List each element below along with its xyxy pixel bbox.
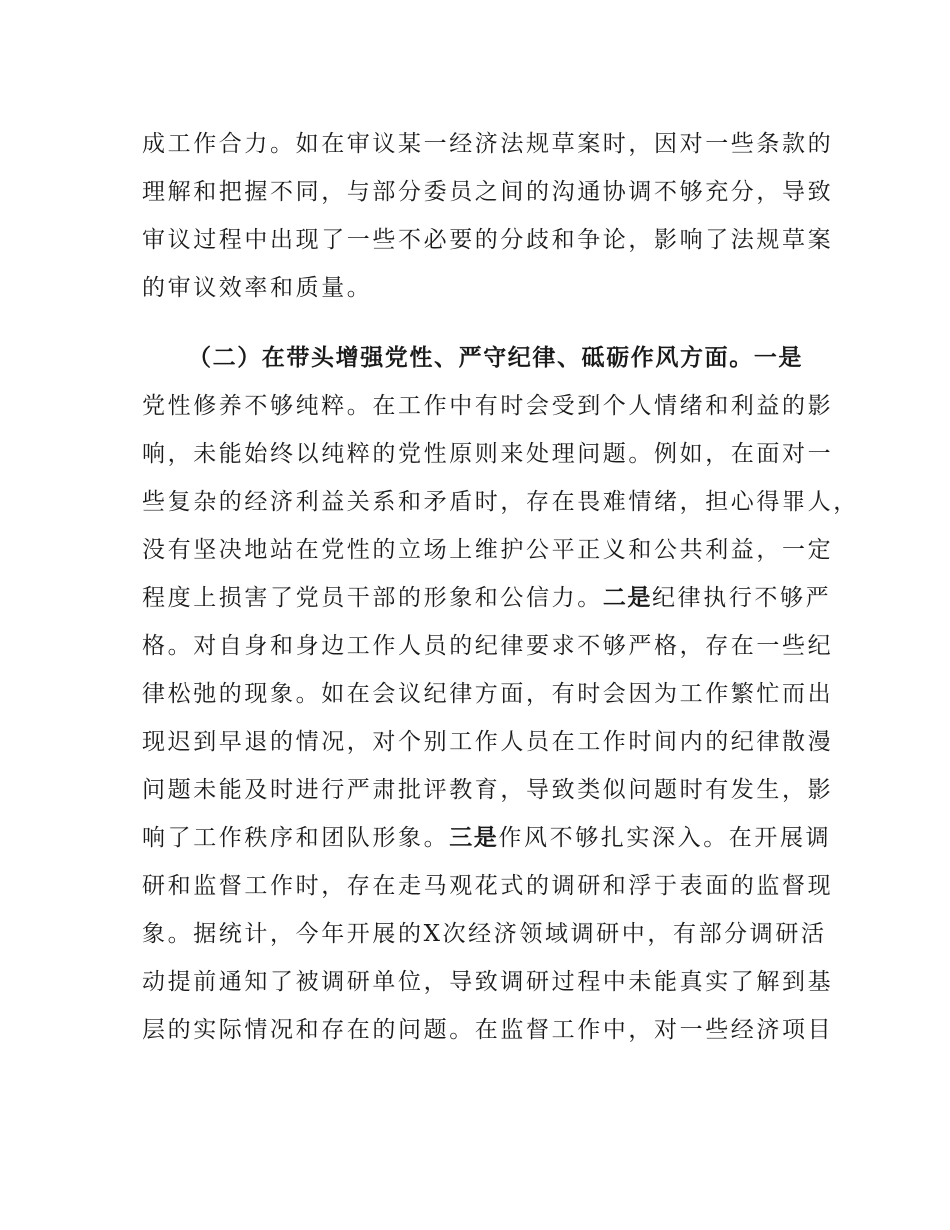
- point-marker-1: 一是: [753, 345, 804, 371]
- text-line: 律松弛的现象。如在会议纪律方面，有时会因为工作繁忙而出: [142, 681, 834, 707]
- text-line: 审议过程中出现了一些不必要的分歧和争论，影响了法规草案: [142, 227, 834, 253]
- text-line: 问题未能及时进行严肃批评教育，导致类似问题时有发生，影: [142, 777, 834, 803]
- text-line: [142, 574, 832, 622]
- text-segment: 纪律执行不够严: [652, 585, 832, 611]
- point-marker-2: 二是: [602, 585, 653, 611]
- section-heading: （二）在带头增强党性、严守纪律、砥砺作风方面。: [188, 345, 754, 371]
- section-two-paragraph: [142, 334, 859, 1054]
- paragraph-continuation: [142, 120, 834, 312]
- text-line: 的审议效率和质量。: [142, 275, 373, 301]
- text-line: 象。据统计，今年开展的X次经济领域调研中，有部分调研活: [142, 921, 827, 947]
- text-line: 没有坚决地站在党性的立场上维护公平正义和公共利益，一定: [142, 537, 834, 563]
- text-segment: 作风不够扎实深入。在开展调: [498, 825, 832, 851]
- text-line: 成工作合力。如在审议某一经济法规草案时，因对一些条款的: [142, 131, 834, 157]
- text-line: 研和监督工作时，存在走马观花式的调研和浮于表面的监督现: [142, 873, 834, 899]
- text-line: 些复杂的经济利益关系和矛盾时，存在畏难情绪，担心得罪人，: [142, 489, 859, 515]
- text-line: 格。对自身和身边工作人员的纪律要求不够严格，存在一些纪: [142, 633, 834, 659]
- text-segment: 程度上损害了党员干部的形象和公信力。: [142, 585, 603, 611]
- point-marker-3: 三是: [449, 825, 499, 851]
- text-line: 层的实际情况和存在的问题。在监督工作中，对一些经济项目: [142, 1017, 834, 1043]
- text-line: 理解和把握不同，与部分委员之间的沟通协调不够充分，导致: [142, 179, 834, 205]
- text-line: 党性修养不够纯粹。在工作中有时会受到个人情绪和利益的影: [142, 393, 834, 419]
- text-line: 动提前通知了被调研单位，导致调研过程中未能真实了解到基: [142, 969, 834, 995]
- text-line: 现迟到早退的情况，对个别工作人员在工作时间内的纪律散漫: [142, 729, 834, 755]
- text-line: [142, 814, 832, 862]
- section-heading-line: [142, 334, 810, 382]
- text-segment: 响了工作秩序和团队形象。: [142, 825, 450, 851]
- text-line: 响，未能始终以纯粹的党性原则来处理问题。例如，在面对一: [142, 441, 834, 467]
